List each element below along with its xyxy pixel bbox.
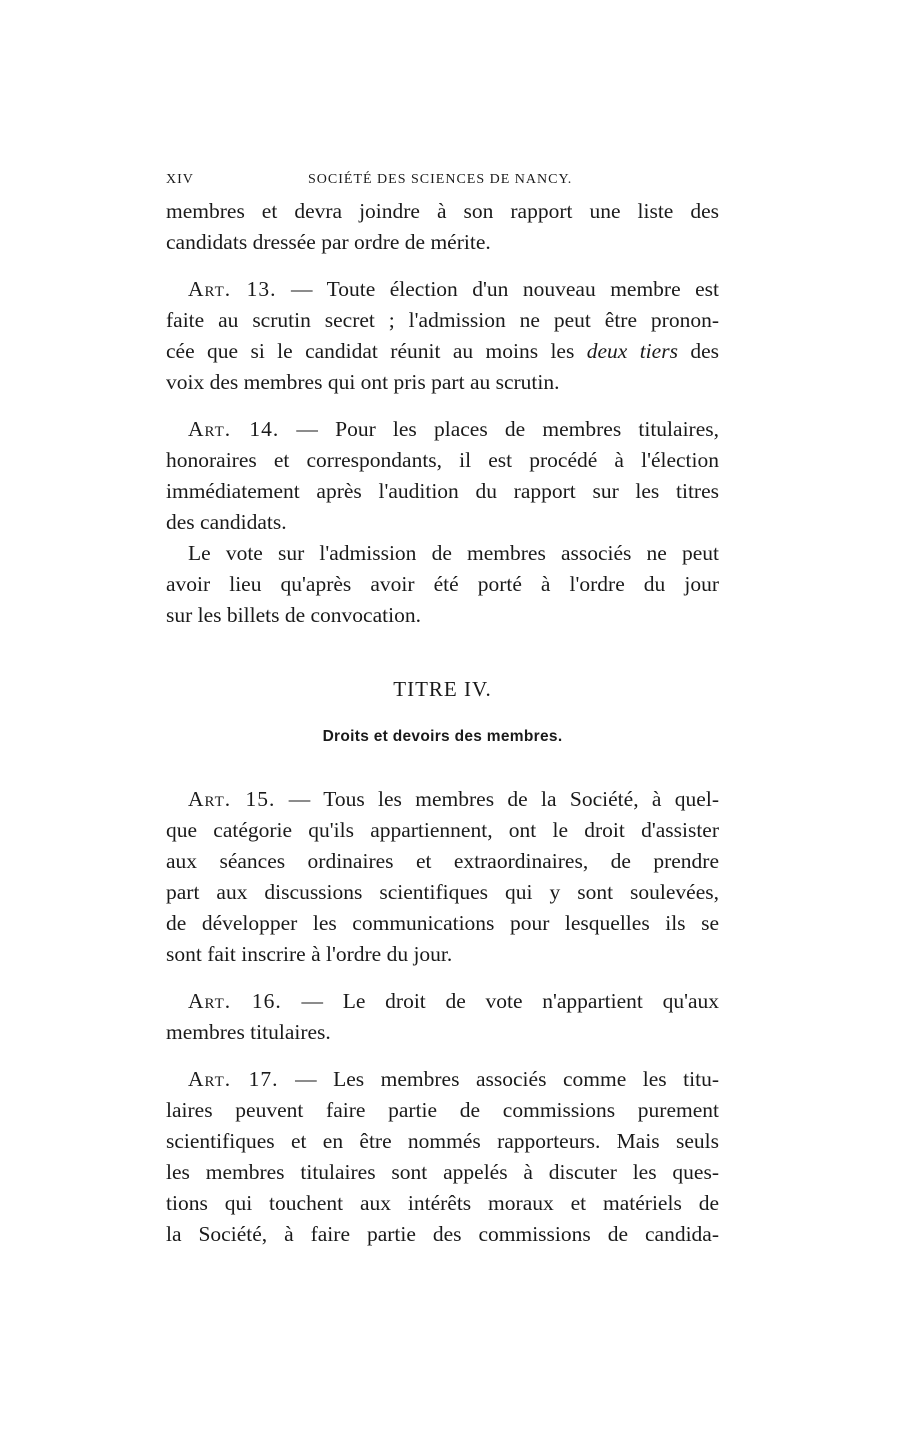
section-title: TITRE IV.	[393, 677, 492, 701]
text-fragment: — Le droit de vote n'appartient qu'aux	[281, 989, 719, 1013]
text-line: immédiatement après l'audition du rapport sur les titres	[166, 479, 719, 503]
article-14-paragraph-2	[166, 538, 719, 631]
text-line: les membres titulaires sont appelés à discuter les ques-	[166, 1160, 719, 1184]
article-label: Art. 16.	[188, 989, 282, 1013]
text-line	[166, 784, 719, 815]
text-line	[166, 414, 719, 445]
text-line: sont fait inscrire à l'ordre du jour.	[166, 942, 453, 966]
running-head	[166, 168, 719, 196]
text-fragment: — Toute élection d'un nouveau membre est	[276, 277, 720, 301]
running-title: SOCIÉTÉ DES SCIENCES DE NANCY.	[308, 172, 573, 187]
article-label: Art. 17.	[188, 1067, 279, 1091]
text-line: voix des membres qui ont pris part au scrutin.	[166, 370, 560, 394]
emphasis: deux tiers	[586, 339, 678, 363]
article-label: Art. 15.	[188, 787, 276, 811]
paragraph-continued	[166, 196, 719, 258]
text-line: membres et devra joindre à son rapport une liste des	[166, 199, 719, 223]
article-14	[166, 414, 719, 538]
text-line: honoraires et correspondants, il est procédé à l'élection	[166, 448, 719, 472]
text-line: candidats dressée par ordre de mérite.	[166, 230, 491, 254]
article-13	[166, 274, 719, 398]
article-label: Art. 14.	[188, 417, 280, 441]
text-fragment: — Les membres associés comme les titu-	[278, 1067, 719, 1091]
text-line: aux séances ordinaires et extraordinaires, de prendre	[166, 849, 719, 873]
text-fragment: cée que si le candidat réunit au moins les	[166, 339, 587, 363]
text-line: laires peuvent faire partie de commissions purement	[166, 1098, 719, 1122]
text-line: scientifiques et en être nommés rapporteurs. Mais seuls	[166, 1129, 719, 1153]
text-line	[166, 336, 719, 367]
article-16	[166, 986, 719, 1048]
text-line: tions qui touchent aux intérêts moraux et matériels de	[166, 1191, 719, 1215]
page	[166, 168, 719, 1250]
section-subtitle: Droits et devoirs des membres.	[322, 728, 563, 745]
page-number: XIV	[166, 172, 194, 187]
text-line	[166, 1064, 719, 1095]
text-line: part aux discussions scientifiques qui y sont soulevées,	[166, 880, 719, 904]
article-15	[166, 784, 719, 970]
text-line: des candidats.	[166, 510, 287, 534]
text-fragment: — Pour les places de membres titulaires,	[279, 417, 719, 441]
text-line: que catégorie qu'ils appartiennent, ont le droit d'assister	[166, 818, 719, 842]
text-line: faite au scrutin secret ; l'admission ne peut être pronon-	[166, 308, 719, 332]
text-line: de développer les communications pour lesquelles ils se	[166, 911, 719, 935]
text-line: Le vote sur l'admission de membres associés ne peut	[188, 541, 719, 565]
text-line: avoir lieu qu'après avoir été porté à l'ordre du jour	[166, 572, 719, 596]
text-fragment: — Tous les membres de la Société, à quel-	[275, 787, 719, 811]
article-17	[166, 1064, 719, 1250]
text-line: sur les billets de convocation.	[166, 603, 421, 627]
text-line: la Société, à faire partie des commissions de candida-	[166, 1222, 719, 1246]
text-line	[166, 986, 719, 1017]
article-label: Art. 13.	[188, 277, 277, 301]
text-fragment: des	[677, 339, 719, 363]
text-line: membres titulaires.	[166, 1020, 331, 1044]
text-line	[166, 274, 719, 305]
